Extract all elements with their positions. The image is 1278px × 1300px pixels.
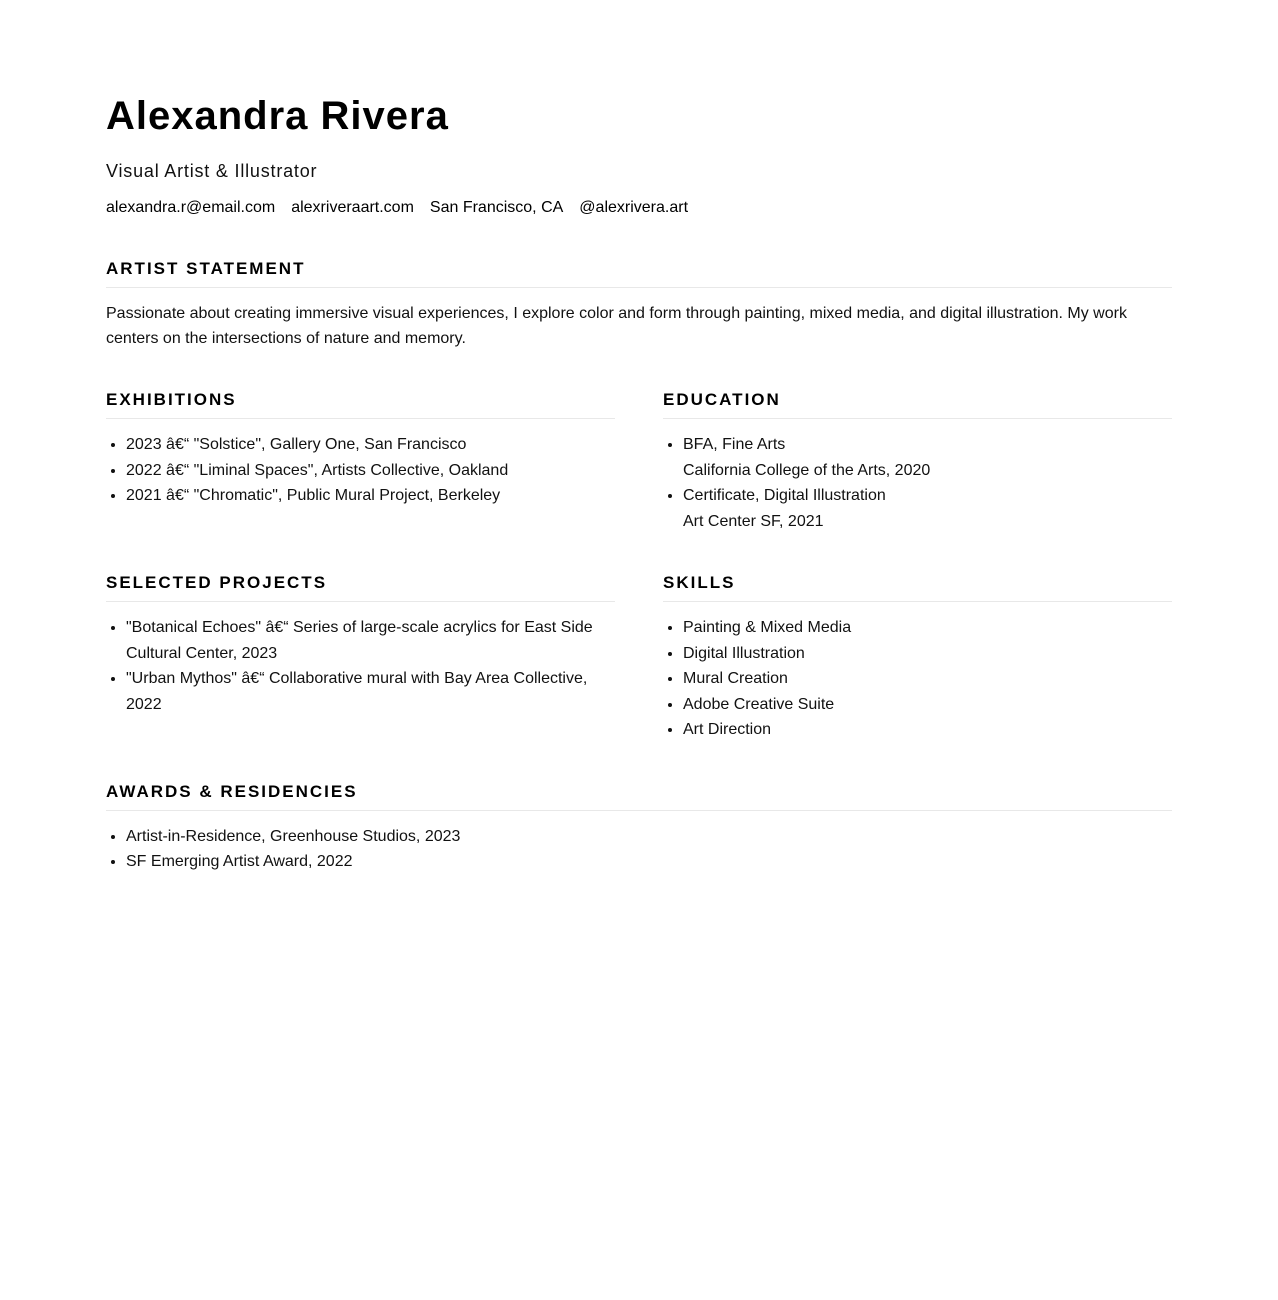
school: California College of the Arts, 2020	[683, 461, 931, 479]
list-item: • Adobe Creative Suite	[683, 692, 1172, 718]
row-exhibitions-education	[106, 389, 1172, 534]
section-heading: EDUCATION	[663, 389, 1172, 419]
section-heading: ARTIST STATEMENT	[106, 258, 1172, 288]
artist-name: Alexandra Rivera	[106, 94, 449, 138]
contact-website: alexriveraart.com	[291, 199, 414, 216]
list-item	[683, 483, 1172, 534]
degree: • BFA, Fine Arts	[683, 436, 786, 453]
awards-section	[106, 781, 1172, 875]
section-heading: AWARDS & RESIDENCIES	[106, 781, 1172, 811]
list-item: • "Urban Mythos" â€“ Collaborative mural with Bay Area Collective, 2022	[126, 666, 615, 717]
statement-text: Passionate about creating immersive visual experiences, I explore color and form through painting, mixed media, and digital illustration. My work centers on the intersections of nature and memory.	[106, 305, 1127, 347]
list-item: • 2021 â€“ "Chromatic", Public Mural Project, Berkeley	[126, 483, 615, 509]
row-projects-skills	[106, 572, 1172, 743]
list-item: • Artist-in-Residence, Greenhouse Studios, 2023	[126, 824, 1172, 850]
awards-list	[106, 824, 1172, 875]
degree: • Certificate, Digital Illustration	[683, 487, 886, 504]
list-item: • 2022 â€“ "Liminal Spaces", Artists Collective, Oakland	[126, 458, 615, 484]
list-item: • Painting & Mixed Media	[683, 615, 1172, 641]
contact-location: San Francisco, CA	[429, 199, 564, 216]
list-item: • 2023 â€“ "Solstice", Gallery One, San Francisco	[126, 432, 615, 458]
list-item: • Digital Illustration	[683, 641, 1172, 667]
list-item: • SF Emerging Artist Award, 2022	[126, 849, 1172, 875]
resume-header	[106, 92, 1172, 218]
contact-line	[106, 198, 1172, 218]
projects-list	[106, 615, 615, 717]
list-item: • Art Direction	[683, 717, 1172, 743]
exhibitions-section	[106, 389, 615, 534]
contact-email: alexandra.r@email.com	[106, 199, 276, 216]
education-list	[663, 432, 1172, 534]
school: Art Center SF, 2021	[683, 512, 824, 530]
list-item	[683, 432, 1172, 483]
contact-social: @alexrivera.art	[579, 199, 689, 216]
list-item: • Mural Creation	[683, 666, 1172, 692]
skills-list	[663, 615, 1172, 743]
projects-section	[106, 572, 615, 743]
artist-statement-section	[106, 258, 1172, 351]
artist-title: Visual Artist & Illustrator	[106, 161, 318, 181]
exhibitions-list	[106, 432, 615, 509]
section-heading: SKILLS	[663, 572, 1172, 602]
education-section	[663, 389, 1172, 534]
section-heading: SELECTED PROJECTS	[106, 572, 615, 602]
list-item: • "Botanical Echoes" â€“ Series of large-scale acrylics for East Side Cultural Center, 2023	[126, 615, 615, 666]
skills-section	[663, 572, 1172, 743]
section-heading: EXHIBITIONS	[106, 389, 615, 419]
